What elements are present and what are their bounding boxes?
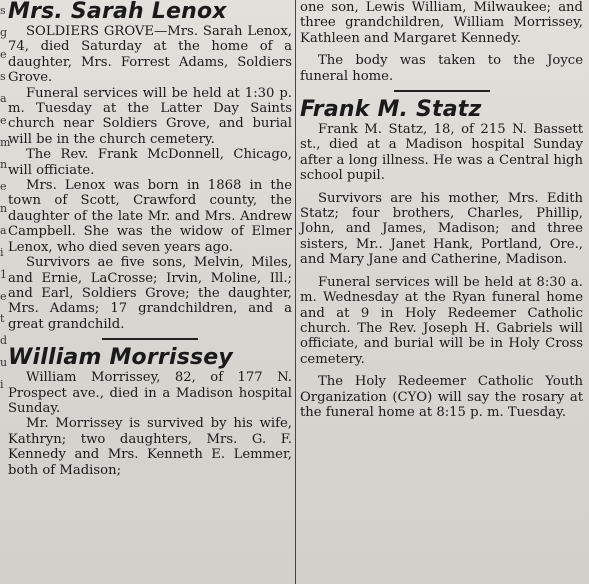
left-column [8, 0, 292, 478]
statz-paragraph: Funeral services will be held at 8:30 a. m. Wednesday at the Ryan funeral home and at 9 in Holy Redeemer Catholic church. The Rev. Joseph H. Gabriels will officiate, and burial will be in Holy Cross cemetery. [300, 274, 583, 367]
lenox-paragraph: SOLDIERS GROVE—Mrs. Sarah Lenox, 74, died Saturday at the home of a daughter, Mrs. Forrest Adams, Soldiers Grove. [8, 24, 292, 86]
edge-mark: n [0, 202, 8, 215]
edge-mark: e [0, 48, 7, 61]
column-divider [295, 0, 296, 584]
edge-mark: 1 [0, 268, 7, 281]
edge-mark: u [0, 356, 8, 369]
edge-mark: s [0, 70, 6, 83]
edge-mark: s [0, 4, 6, 17]
edge-mark: a [0, 92, 7, 105]
edge-mark: e [0, 180, 7, 193]
lenox-paragraph: Funeral services will be held at 1:30 p. m. Tuesday at the Latter Day Saints church near Soldiers Grove, and burial will be in the church cemetery. [8, 85, 292, 147]
section-rule [394, 90, 490, 92]
edge-mark: e [0, 114, 7, 127]
statz-paragraph: Frank M. Statz, 18, of 215 N. Bassett st., died at a Madison hospital Sunday after a long illness. He was a Central high school pupil. [300, 122, 583, 184]
morrissey-closing: The body was taken to the Joyce funeral home. [300, 53, 583, 84]
edge-mark: a [0, 224, 7, 237]
left-edge-fragments [0, 0, 11, 584]
lenox-paragraph: Mrs. Lenox was born in 1868 in the town of Scott, Crawford county, the daughter of the late Mr. and Mrs. Andrew Campbell. She was the widow of Elmer Lenox, who died seven years ago. [8, 178, 292, 255]
edge-mark: d [0, 334, 8, 347]
right-column [300, 0, 583, 420]
morrissey-heading: William Morrissey [8, 345, 233, 371]
edge-mark: m [0, 136, 11, 149]
lenox-paragraph: Survivors ae five sons, Melvin, Miles, and Ernie, LaCrosse; Irvin, Moline, Ill.; and Earl, Soldiers Grove; the daughter, Mrs. Adams; 17 grandchildren, and a great grandchild. [8, 255, 292, 332]
section-rule [102, 338, 198, 340]
edge-mark: n [0, 158, 8, 171]
edge-mark: g [0, 26, 8, 39]
lenox-heading: Mrs. Sarah Lenox [8, 0, 227, 24]
statz-heading: Frank M. Statz [300, 97, 482, 123]
morrissey-paragraph: Mr. Morrissey is survived by his wife, Kathryn; two daughters, Mrs. G. F. Kennedy and Mrs. Kenneth E. Lemmer, both of Madison; [8, 416, 292, 478]
morrissey-continued: one son, Lewis William, Milwaukee; and three grandchildren, William Morrissey, Kathleen and Margaret Kennedy. [300, 0, 583, 46]
edge-mark: e [0, 290, 7, 303]
edge-mark: i [0, 378, 4, 391]
statz-paragraph: The Holy Redeemer Catholic Youth Organization (CYO) will say the rosary at the funeral home at 8:15 p. m. Tuesday. [300, 374, 583, 420]
edge-mark: t [0, 312, 5, 325]
statz-paragraph: Survivors are his mother, Mrs. Edith Statz; four brothers, Charles, Phillip, John, and James, Madison; and three sisters, Mr.. Janet Hank, Portland, Ore., and Mary Jane and Catherine, Madison. [300, 190, 583, 268]
lenox-paragraph: The Rev. Frank McDonnell, Chicago, will officiate. [8, 147, 292, 178]
morrissey-paragraph: William Morrissey, 82, of 177 N. Prospect ave., died in a Madison hospital Sunday. [8, 370, 292, 416]
edge-mark: i [0, 246, 4, 259]
